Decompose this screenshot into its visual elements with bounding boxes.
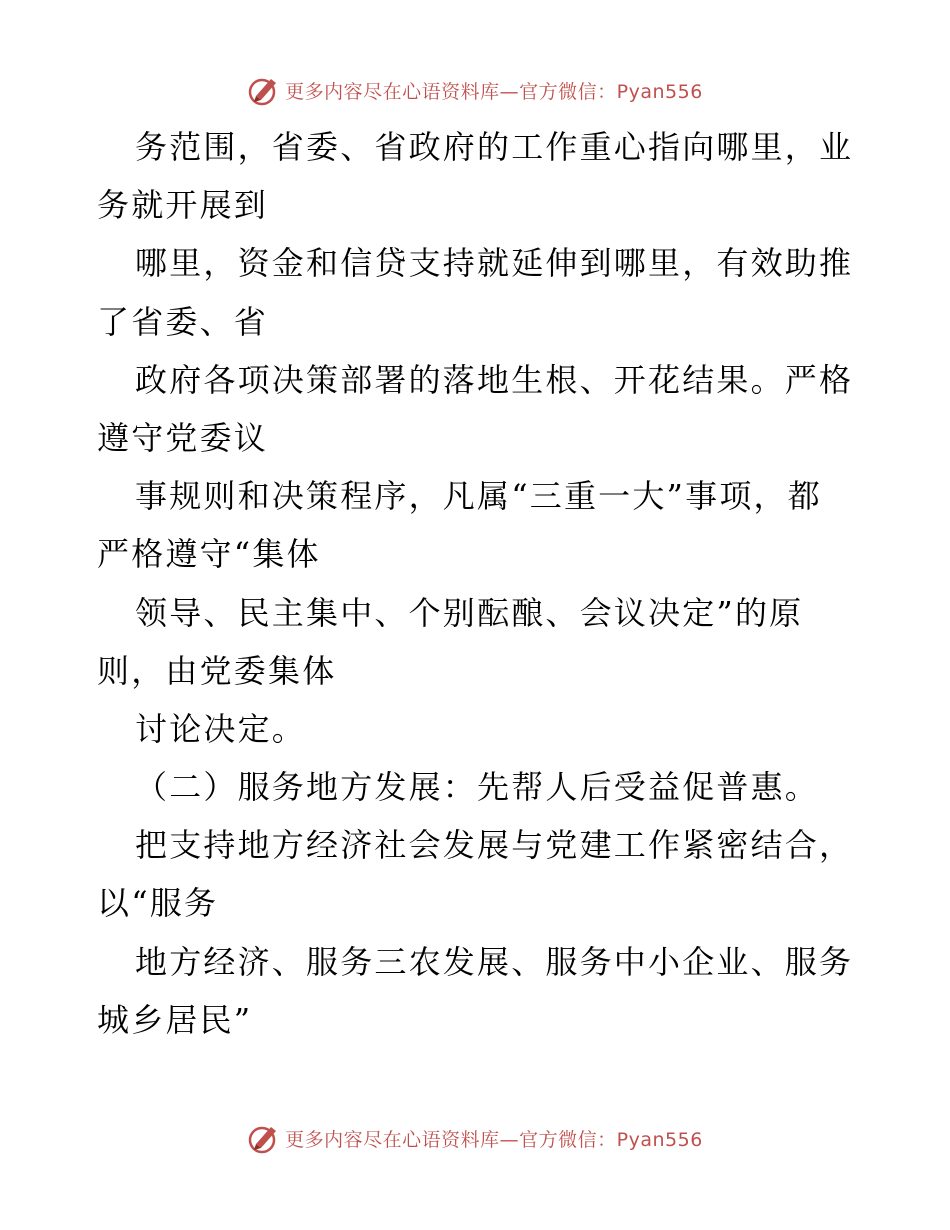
body-line: 城乡居民” bbox=[97, 1000, 253, 1039]
body-line: 了省委、省 bbox=[97, 302, 269, 341]
document-body bbox=[97, 118, 857, 1049]
body-line: 务就开展到 bbox=[97, 186, 269, 225]
body-line: 讨论决定。 bbox=[135, 709, 307, 748]
footer-banner bbox=[0, 1118, 950, 1158]
body-line: 严格遵守“集体 bbox=[97, 535, 321, 574]
body-line: 以“服务 bbox=[97, 884, 219, 923]
pen-logo-icon bbox=[247, 1121, 281, 1155]
header-banner-text: 更多内容尽在心语资料库—官方微信：Pyan556 bbox=[285, 80, 703, 103]
pen-logo-icon bbox=[247, 73, 281, 107]
body-line: 把支持地方经济社会发展与党建工作紧密结合， bbox=[135, 826, 854, 865]
body-line: 政府各项决策部署的落地生根、开花结果。严格 bbox=[135, 360, 854, 399]
header-banner bbox=[0, 70, 950, 110]
body-line: 地方经济、服务三农发展、服务中小企业、服务 bbox=[135, 942, 854, 981]
body-line: 哪里，资金和信贷支持就延伸到哪里，有效助推 bbox=[135, 244, 854, 283]
section-heading: （二）服务地方发展：先帮人后受益促普惠。 bbox=[135, 768, 820, 807]
body-line: 事规则和决策程序，凡属“三重一大”事项，都 bbox=[135, 477, 822, 516]
footer-banner-text: 更多内容尽在心语资料库—官方微信：Pyan556 bbox=[285, 1128, 703, 1151]
body-line: 务范围，省委、省政府的工作重心指向哪里，业 bbox=[135, 128, 854, 166]
body-line: 领导、民主集中、个别酝酿、会议决定”的原 bbox=[135, 593, 804, 632]
body-line: 遵守党委议 bbox=[97, 418, 269, 457]
body-line: 则，由党委集体 bbox=[97, 651, 337, 690]
